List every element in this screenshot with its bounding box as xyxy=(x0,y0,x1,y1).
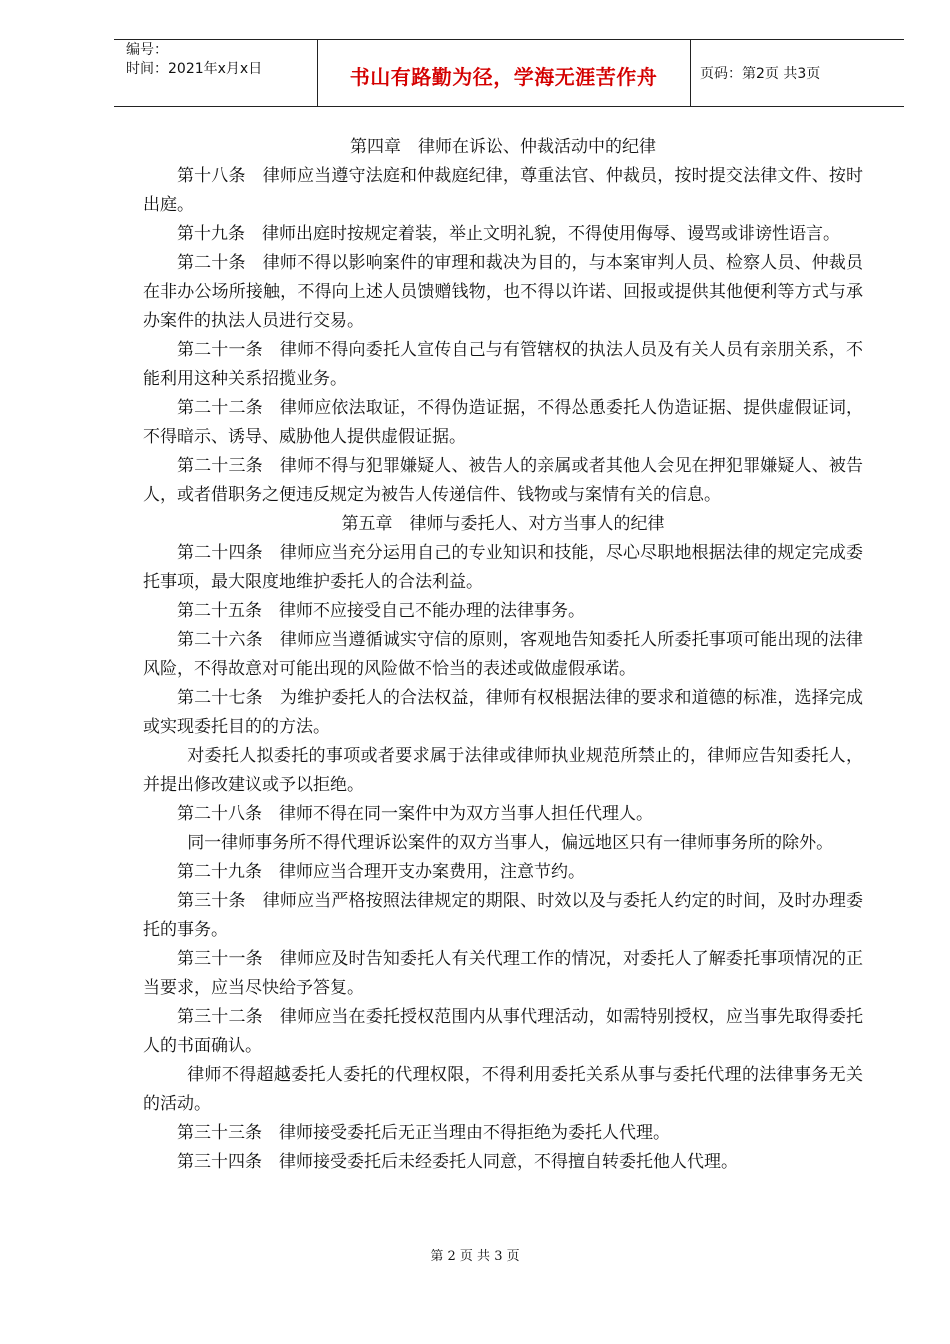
doc-number-label: 编号： xyxy=(126,42,168,58)
article-paragraph: 第二十八条 律师不得在同一案件中为双方当事人担任代理人。 xyxy=(177,804,653,824)
article-subparagraph: 同一律师事务所不得代理诉讼案件的双方当事人，偏远地区只有一律师事务所的除外。 xyxy=(187,833,834,853)
article-paragraph: 第二十六条 律师应当遵循诚实守信的原则，客观地告知委托人所委托事项可能出现的法律风险，不得故意对可能出现的风险做不恰当的表述或做虚假承诺。 xyxy=(143,630,863,679)
article-paragraph: 第二十条 律师不得以影响案件的审理和裁决为目的，与本案审判人员、检察人员、仲裁员在非办公场所接触，不得向上述人员馈赠钱物，也不得以许诺、回报或提供其他便利等方式与承办案件的执法人员进行交易。 xyxy=(143,253,863,331)
article-paragraph: 第三十四条 律师接受委托后未经委托人同意，不得擅自转委托他人代理。 xyxy=(177,1152,738,1172)
article-paragraph: 第三十条 律师应当严格按照法律规定的期限、时效以及与委托人约定的时间，及时办理委托的事务。 xyxy=(143,891,863,940)
header-top-rule xyxy=(114,39,904,40)
page-footer: 第 2 页 共 3 页 xyxy=(430,1249,520,1264)
article-paragraph: 第三十一条 律师应及时告知委托人有关代理工作的情况，对委托人了解委托事项情况的正当要求，应当尽快给予答复。 xyxy=(143,949,863,998)
header-motto: 书山有路勤为径，学海无涯苦作舟 xyxy=(349,65,658,89)
document-header xyxy=(114,39,904,107)
article-paragraph: 第二十二条 律师应依法取证，不得伪造证据，不得怂恿委托人伪造证据、提供虚假证词，不得暗示、诱导、威胁他人提供虚假证据。 xyxy=(143,398,863,447)
document-body xyxy=(143,133,863,1177)
article-paragraph: 第三十三条 律师接受委托后无正当理由不得拒绝为委托人代理。 xyxy=(177,1123,670,1143)
article-paragraph: 第二十三条 律师不得与犯罪嫌疑人、被告人的亲属或者其他人会见在押犯罪嫌疑人、被告人，或者借职务之便违反规定为被告人传递信件、钱物或与案情有关的信息。 xyxy=(143,456,863,505)
article-paragraph: 第二十四条 律师应当充分运用自己的专业知识和技能，尽心尽职地根据法律的规定完成委托事项，最大限度地维护委托人的合法利益。 xyxy=(143,543,863,592)
article-paragraph: 第三十二条 律师应当在委托授权范围内从事代理活动，如需特别授权，应当事先取得委托人的书面确认。 xyxy=(143,1007,863,1056)
article-paragraph: 第二十五条 律师不应接受自己不能办理的法律事务。 xyxy=(177,601,585,621)
article-subparagraph: 律师不得超越委托人委托的代理权限，不得利用委托关系从事与委托代理的法律事务无关的活动。 xyxy=(143,1065,863,1114)
chapter-title: 第五章 律师与委托人、对方当事人的纪律 xyxy=(341,514,665,534)
article-paragraph: 第十九条 律师出庭时按规定着装，举止文明礼貌，不得使用侮辱、谩骂或诽谤性语言。 xyxy=(177,224,840,244)
article-paragraph: 第二十七条 为维护委托人的合法权益，律师有权根据法律的要求和道德的标准，选择完成或实现委托目的的方法。 xyxy=(143,688,863,737)
header-meta xyxy=(126,41,262,79)
article-paragraph: 第十八条 律师应当遵守法庭和仲裁庭纪律，尊重法官、仲裁员，按时提交法律文件、按时出庭。 xyxy=(143,166,863,215)
article-subparagraph: 对委托人拟委托的事项或者要求属于法律或律师执业规范所禁止的，律师应告知委托人，并提出修改建议或予以拒绝。 xyxy=(143,746,863,795)
article-paragraph: 第二十九条 律师应当合理开支办案费用，注意节约。 xyxy=(177,862,585,882)
doc-time-label: 时间：2021年x月x日 xyxy=(126,61,263,77)
article-paragraph: 第二十一条 律师不得向委托人宣传自己与有管辖权的执法人员及有关人员有亲朋关系，不能利用这种关系招揽业务。 xyxy=(143,340,863,389)
header-bottom-rule xyxy=(114,106,904,107)
header-page-info: 页码：第2页 共3页 xyxy=(700,66,821,82)
header-divider xyxy=(690,39,691,107)
chapter-title: 第四章 律师在诉讼、仲裁活动中的纪律 xyxy=(350,137,656,157)
